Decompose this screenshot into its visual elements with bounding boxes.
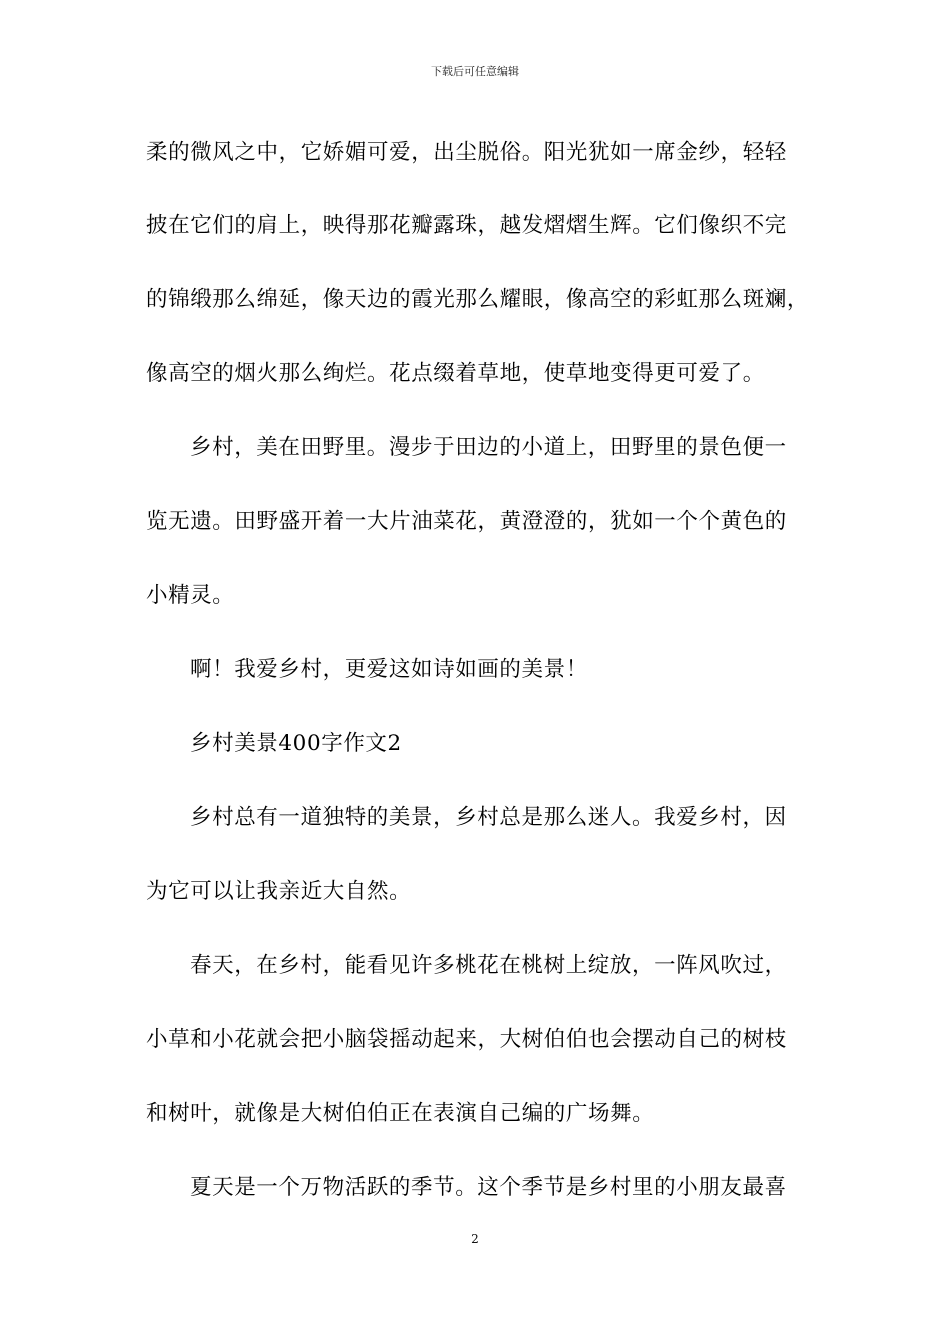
text-line: 小精灵。 [146,583,235,608]
section-heading: 乡村美景400字作文2 [190,731,402,756]
paragraph-start-line: 乡村总有一道独特的美景，乡村总是那么迷人。我爱乡村，因 [190,805,787,830]
text-line: 为它可以让我亲近大自然。 [146,879,412,904]
text-line: 的锦缎那么绵延，像天边的霞光那么耀眼，像高空的彩虹那么斑斓， [146,287,810,312]
text-line: 柔的微风之中，它娇媚可爱，出尘脱俗。阳光犹如一席金纱，轻轻 [146,140,787,165]
text-line: 览无遗。田野盛开着一大片油菜花，黄澄澄的，犹如一个个黄色的 [146,509,787,534]
paragraph-start-line: 啊！我爱乡村，更爱这如诗如画的美景！ [190,657,588,682]
paragraph-start-line: 乡村，美在田野里。漫步于田边的小道上，田野里的景色便一 [190,435,787,460]
text-line: 小草和小花就会把小脑袋摇动起来，大树伯伯也会摆动自己的树枝 [146,1027,787,1052]
text-line: 和树叶，就像是大树伯伯正在表演自己编的广场舞。 [146,1101,655,1126]
text-line: 像高空的烟火那么绚烂。花点缀着草地，使草地变得更可爱了。 [146,361,765,386]
text-line: 披在它们的肩上，映得那花瓣露珠，越发熠熠生辉。它们像织不完 [146,213,787,238]
page-number: 2 [471,1232,479,1246]
paragraph-start-line: 春天，在乡村，能看见许多桃花在桃树上绽放，一阵风吹过， [190,953,787,978]
paragraph-start-line: 夏天是一个万物活跃的季节。这个季节是乡村里的小朋友最喜 [190,1175,787,1200]
header-note: 下载后可任意编辑 [431,65,519,78]
